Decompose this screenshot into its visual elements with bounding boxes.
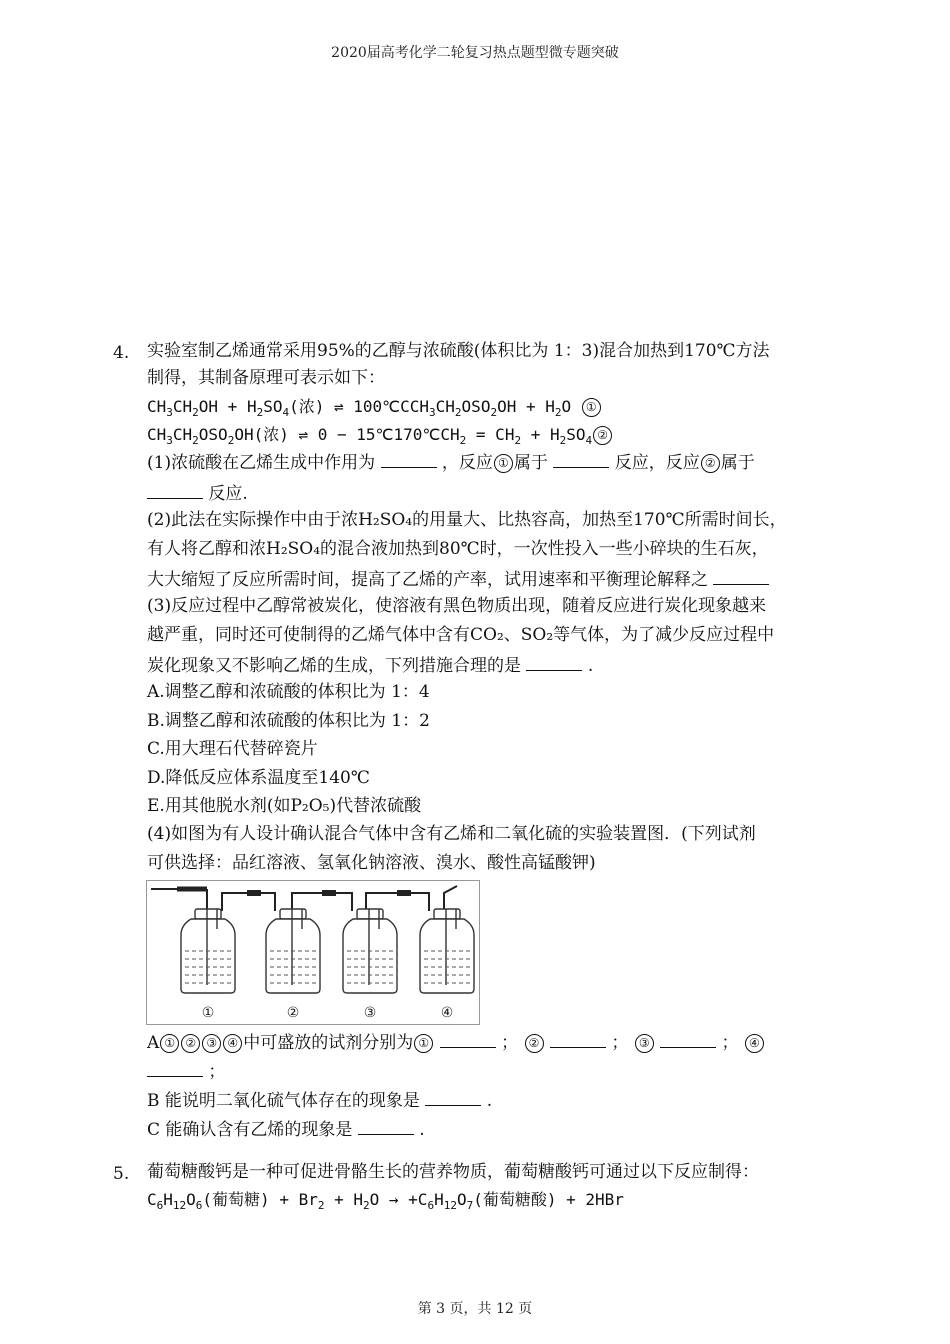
- q4-part4-line-1: (4)如图为有人设计确认混合气体中含有乙烯和二氧化硫的实验装置图．(下列试剂: [147, 824, 756, 844]
- bottle-label-3: ③: [363, 1005, 377, 1021]
- bottle-label-2: ②: [286, 1005, 300, 1021]
- answer-blank[interactable]: [358, 1120, 414, 1135]
- answer-blank[interactable]: [440, 1033, 496, 1048]
- option-e: E.用其他脱水剂(如P₂O₅)代替浓硫酸: [147, 796, 422, 816]
- circled-number: ②: [593, 426, 612, 445]
- q4-part3-line-1: (3)反应过程中乙醇常被炭化，使溶液有黑色物质出现，随着反应进行炭化现象越来: [147, 596, 767, 616]
- circled-number: ②: [701, 454, 720, 473]
- q4-sub-a-line: A ① ② ③ ④ 中可盛放的试剂分别为 ① ； ② ； ③ ； ④: [147, 1033, 765, 1053]
- q4-part2-line-3: 大大缩短了反应所需时间，提高了乙烯的产率，试用速率和平衡理论解释之: [147, 570, 769, 589]
- option-b: B.调整乙醇和浓硫酸的体积比为 1：2: [147, 711, 430, 731]
- q4-sub-c-line: C 能确认含有乙烯的现象是 .: [147, 1120, 425, 1140]
- answer-blank[interactable]: [381, 453, 437, 468]
- answer-blank[interactable]: [660, 1033, 716, 1048]
- q5-stem: 葡萄糖酸钙是一种可促进骨骼生长的营养物质，葡萄糖酸钙可通过以下反应制得：: [147, 1162, 759, 1182]
- q5-equation: $C_6H_{12}O_6$(葡萄糖) + $Br_2 + H_2O \to +C_6H_{12}O_7$(葡萄糖酸) + 2HBr: [147, 1190, 624, 1212]
- q4-part1-line: (1)浓硫酸在乙烯生成中作用为 ，反应 ① 属于 反应，反应 ② 属于: [147, 453, 755, 473]
- q4-stem-line-2: 制得，其制备原理可表示如下：: [147, 368, 385, 388]
- circled-number: ①: [494, 454, 513, 473]
- q4-sub-a-line-2: ；: [147, 1062, 225, 1081]
- circled-number: ①: [582, 398, 601, 417]
- question-number: 4.: [113, 343, 130, 363]
- question-number: 5.: [113, 1164, 130, 1184]
- option-c: C.用大理石代替碎瓷片: [147, 739, 318, 759]
- page-footer: 第 3 页，共 12 页: [417, 1301, 533, 1317]
- answer-blank[interactable]: [553, 453, 609, 468]
- answer-blank[interactable]: [147, 1062, 203, 1077]
- q4-part3-line-3: 炭化现象又不影响乙烯的生成，下列措施合理的是 .: [147, 656, 594, 676]
- answer-blank[interactable]: [425, 1091, 481, 1106]
- gas-washing-bottles-diagram: [147, 881, 479, 1024]
- q4-part1-line-2: 反应.: [147, 484, 248, 503]
- option-d: D.降低反应体系温度至140℃: [147, 768, 370, 788]
- equation-1: $CH_3CH_2OH + H_2SO_4$(浓) ⇌ $100℃CCH_3CH_2OSO_2OH + H_2O$ ①: [147, 398, 602, 417]
- apparatus-figure: [146, 880, 480, 1025]
- page-header: 2020届高考化学二轮复习热点题型微专题突破: [331, 45, 619, 61]
- q4-part2-line-2: 有人将乙醇和浓H₂SO₄的混合液加热到80℃时，一次性投入一些小碎块的生石灰，: [147, 539, 769, 559]
- q4-part4-line-2: 可供选择：品红溶液、氢氧化钠溶液、溴水、酸性高锰酸钾): [147, 853, 596, 873]
- q4-part3-line-2: 越严重，同时还可使制得的乙烯气体中含有CO₂、SO₂等气体，为了减少反应过程中: [147, 625, 775, 645]
- bottle-label-1: ①: [201, 1005, 215, 1021]
- answer-blank[interactable]: [147, 484, 203, 499]
- q4-part2-line-1: (2)此法在实际操作中由于浓H₂SO₄的用量大、比热容高，加热至170℃所需时间长，: [147, 510, 787, 530]
- answer-blank[interactable]: [713, 570, 769, 585]
- q4-sub-b-line: B 能说明二氧化硫气体存在的现象是 .: [147, 1091, 493, 1111]
- answer-blank[interactable]: [526, 656, 582, 671]
- q4-stem-line-1: 实验室制乙烯通常采用95%的乙醇与浓硫酸(体积比为 1：3)混合加热到170℃方法: [147, 341, 770, 361]
- equation-2: $CH_3CH_2OSO_2OH$(浓) ⇌ $0 - 15℃170℃CH_2 = CH_2 + H_2SO_4$ ②: [147, 426, 613, 445]
- bottle-label-4: ④: [440, 1005, 454, 1021]
- answer-blank[interactable]: [550, 1033, 606, 1048]
- option-a: A.调整乙醇和浓硫酸的体积比为 1：4: [147, 682, 430, 702]
